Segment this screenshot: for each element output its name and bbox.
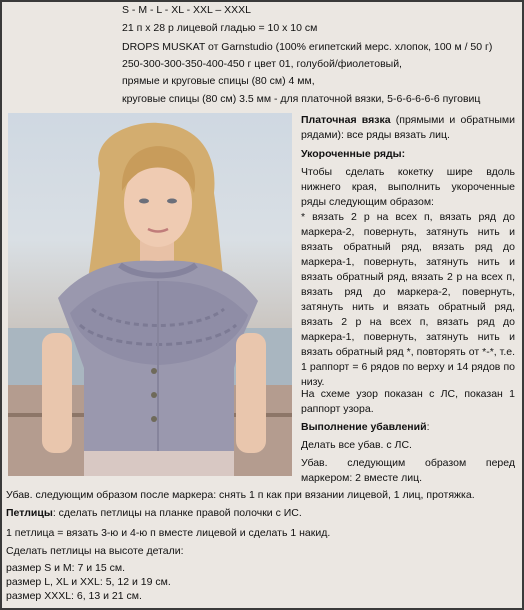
buttonhole-height: Сделать петлицы на высоте детали:	[6, 545, 184, 557]
button	[151, 368, 157, 374]
buttonhole-definition: 1 петлица = вязать 3-ю и 4-ю п вместе лицевой и сделать 1 накид.	[6, 527, 331, 539]
garter-text: (прямыми и обратными рядами): все ряды вязать лиц.	[301, 114, 515, 141]
size-xxxl-value: : 6, 13 и 21 см.	[71, 590, 142, 602]
gauge-value: 21 п х 28 р лицевой гладью = 10 х 10 см	[122, 22, 318, 34]
garter-title: Платочная вязка	[301, 114, 391, 126]
size-xxxl-label: размер XXXL	[6, 590, 72, 602]
materials-line-3: прямые и круговые спицы (80 см) 4 мм,	[122, 75, 315, 87]
size-lxl-value: : 5, 12 и 19 см.	[99, 576, 171, 588]
short-rows-title: Укороченные ряды:	[301, 148, 406, 160]
materials-line-2: 250-300-300-350-400-450 г цвет 01, голубой/фиолетовый,	[122, 58, 402, 70]
size-lxl-row	[6, 576, 171, 589]
left-arm	[42, 333, 72, 453]
skirt	[84, 451, 234, 476]
short-rows-steps: * вязать 2 р на всех п, вязать ряд до маркера-2, повернуть, затянуть нить и вязать обратный ряд, вязать ряд до маркера-1, повернуть, затянуть нить и вязать обратный ряд, вязать 2 р на всех п, вязать ряд до маркера-2, повернуть, затянуть нить и вязать обратный ряд, вязать 2 р на всех п, вязать ряд до маркера-1, повернуть, затянуть нить и вязать обратный ряд *, повторять от *-*, т.е. 1 раппорт = 6 рядов по верху и 14 рядов по низу.	[301, 211, 515, 388]
decrease-all-rs: Делать все убав. с ЛС.	[301, 439, 412, 451]
materials-line-4: круговые спицы (80 см) 3.5 мм - для платочной вязки, 5-6-6-6-6-6 пуговиц	[122, 93, 481, 105]
decrease-after-marker: Убав. следующим образом после маркера: снять 1 п как при вязании лицевой, 1 лиц, протяжка.	[6, 489, 475, 501]
buttonholes-title: Петлицы	[6, 507, 53, 519]
decrease-heading	[301, 420, 515, 435]
size-lxl-label: размер L, XL и XXL	[6, 576, 100, 588]
buttonholes-paragraph	[6, 507, 302, 520]
chart-note: На схеме узор показан с ЛС, показан 1 раппорт узора.	[301, 388, 515, 415]
size-sm-label: размер S и M	[6, 562, 72, 574]
materials-line-1: DROPS MUSKAT от Garnstudio (100% египетский мерс. хлопок, 100 м / 50 г)	[122, 41, 493, 53]
button	[151, 416, 157, 422]
short-rows-intro: Чтобы сделать кокетку шире вдоль нижнего края, выполнить укороченные ряды следующим образом:	[301, 166, 515, 208]
button	[151, 392, 157, 398]
garter-paragraph	[301, 113, 515, 143]
decrease-before-marker: Убав. следующим образом перед маркером: 2 вместе лиц.	[301, 457, 515, 484]
model-illustration	[8, 113, 292, 476]
size-sm-row	[6, 562, 125, 575]
size-value: S - M - L - XL - XXL – XXXL	[122, 4, 251, 16]
buttonholes-text: : сделать петлицы на планке правой полочки с ИС.	[52, 507, 302, 519]
right-eye	[167, 199, 177, 204]
size-sm-value: : 7 и 15 см.	[71, 562, 125, 574]
size-xxxl-row	[6, 590, 142, 603]
left-eye	[139, 199, 149, 204]
decrease-title-colon: :	[426, 421, 430, 433]
right-arm	[236, 333, 266, 453]
model-photo	[8, 113, 292, 476]
decrease-title: Выполнение убавлений	[301, 421, 427, 433]
